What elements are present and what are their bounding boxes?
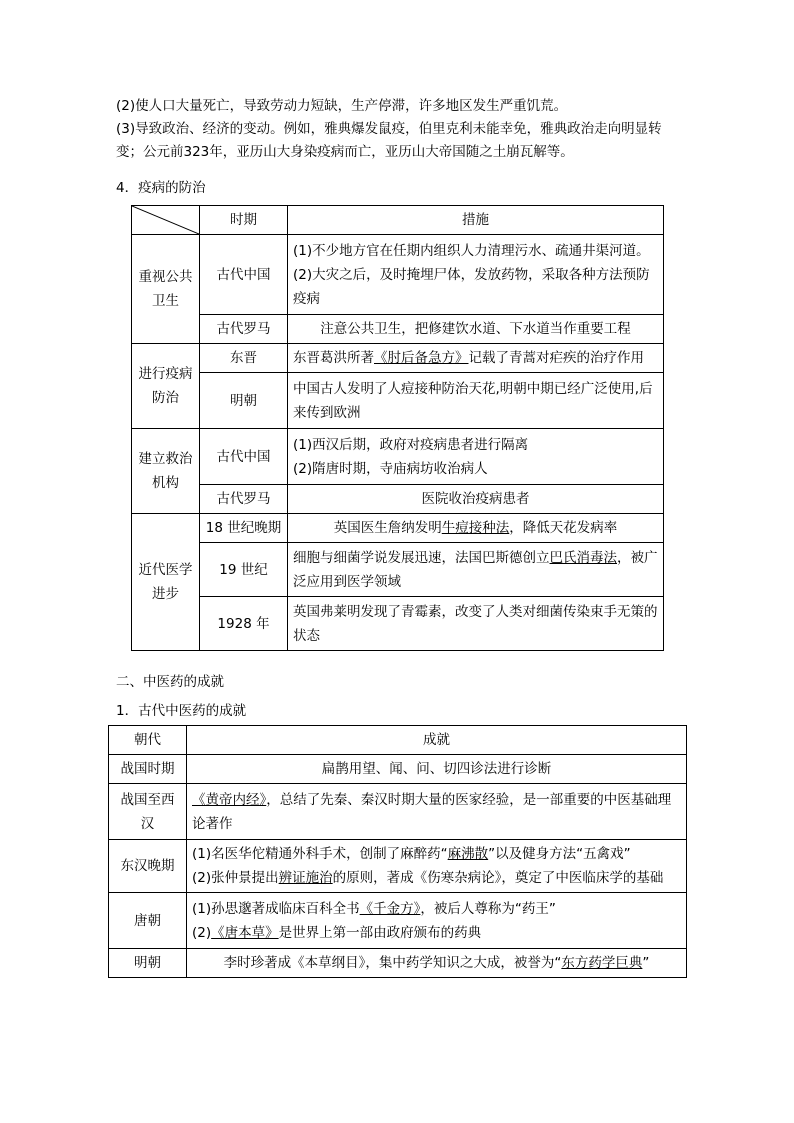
achievement-text: ，被后人尊称为“药王” [420,900,556,917]
measure-text: 细胞与细菌学说发展迅速，法国巴斯德创立 [293,549,550,566]
measure-text: ，降低天花发病率 [509,520,618,536]
measure-line: (2)大灾之后，及时掩埋尸体，发放药物，采取各种方法预防疫病 [293,266,650,307]
category-cell: 建立救治机构 [132,429,200,514]
achievement-text: (2) [192,924,212,941]
category-cell: 进行疫病防治 [132,344,200,429]
achievement-line [192,842,681,866]
diagonal-header-cell [132,206,200,235]
period-cell: 东晋 [200,344,288,373]
category-cell: 近代医学进步 [132,514,200,651]
dynasty-cell: 战国时期 [109,755,187,784]
period-cell: 古代中国 [200,429,288,485]
period-cell: 古代中国 [200,235,288,315]
achievement-cell [187,893,687,949]
achievement-cell [187,949,687,978]
period-cell: 1928 年 [200,597,288,651]
measure-line: (2)隋唐时期，寺庙病坊收治病人 [293,460,488,477]
period-cell: 18 世纪晚期 [200,514,288,543]
achievement-cell: 扁鹊用望、闻、问、切四诊法进行诊断 [187,755,687,784]
section-2-heading: 二、中医药的成就 [116,674,224,690]
measures-cell [288,514,664,543]
achievement-line [192,866,681,890]
key-term: 《唐本草》 [211,924,279,941]
achievement-text: (2)张仲景提出 [192,870,279,886]
achievement-text: (1)名医华佗精通外科手术，创制了麻醉药“ [192,846,448,862]
achievement-cell [187,840,687,893]
period-cell: 明朝 [200,373,288,429]
dynasty-cell: 战国至西汉 [109,784,187,840]
key-term: 辨证施治 [278,870,333,886]
dynasty-cell: 唐朝 [109,893,187,949]
category-cell: 重视公共卫生 [132,235,200,344]
measure-line: (1)西汉后期，政府对疫病患者进行隔离 [293,436,529,453]
header-period: 时期 [200,206,288,235]
measures-cell: 注意公共卫生，把修建饮水道、下水道当作重要工程 [288,315,664,344]
subsection-1-heading: 1．古代中医药的成就 [116,703,247,719]
book-title: 《肘后备急方》 [374,350,469,366]
header-dynasty: 朝代 [109,726,187,755]
key-term: 《千金方》 [359,900,421,917]
measure-text: 英国医生詹纳发明 [333,520,442,536]
key-term: 牛痘接种法 [441,520,510,536]
achievement-cell [187,784,687,840]
measures-cell [288,344,664,373]
measures-cell [288,235,664,315]
measures-cell: 医院收治疫病患者 [288,485,664,514]
key-term: 巴氏消毒法 [549,549,617,566]
tcm-achievements-table [108,725,687,978]
dynasty-cell: 明朝 [109,949,187,978]
achievement-text: (1)孙思邈著成临床百科全书 [192,900,360,917]
section-4-heading: 4．疫病的防治 [116,180,206,196]
measure-text: ，被广泛应用到医学领域 [293,549,658,590]
measures-cell: 中国古人发明了人痘接种防治天花,明朝中期已经广泛使用,后来传到欧洲 [288,373,664,429]
paragraph-2: (2)使人口大量死亡，导致劳动力短缺，生产停滞，许多地区发生严重饥荒。 [116,98,568,114]
measure-text: 记载了青蒿对疟疾的治疗作用 [468,350,644,366]
measure-text: 东晋葛洪所著 [293,350,374,366]
measures-cell [288,543,664,597]
measure-line: (1)不少地方官在任期内组织人力清理污水、疏通井渠河道。 [293,242,650,259]
achievement-text: 的原则，著成《伤寒杂病论》，奠定了中医临床学的基础 [332,870,664,886]
key-term: 麻沸散 [447,846,489,862]
measures-cell: 英国弗莱明发现了青霉素，改变了人类对细菌传染束手无策的状态 [288,597,664,651]
epidemic-prevention-table [131,205,664,651]
period-cell: 古代罗马 [200,485,288,514]
book-title: 《黄帝内经》 [192,791,267,808]
key-term: 东方药学巨典 [561,955,643,971]
achievement-text: ，总结了先秦、秦汉时期大量的医家经验，是一部重要的中医基础理论著作 [192,791,672,832]
period-cell: 19 世纪 [200,543,288,597]
measures-cell [288,429,664,485]
achievement-text: ” [642,955,650,971]
paragraph-3: (3)导致政治、经济的变动。例如，雅典爆发鼠疫，伯里克利未能幸免，雅典政治走向明显转变；公元前323年，亚历山大身染疫病而亡，亚历山大帝国随之土崩瓦解等。 [116,121,662,160]
achievement-line [192,921,681,945]
dynasty-cell: 东汉晚期 [109,840,187,893]
achievement-line [192,897,681,921]
achievement-text: 李时珍著成《本草纲目》，集中药学知识之大成，被誉为“ [223,955,562,971]
achievement-text: 是世界上第一部由政府颁布的药典 [278,924,482,941]
header-achievement: 成就 [187,726,687,755]
achievement-text: ”以及健身方法“五禽戏” [488,846,631,862]
header-measures: 措施 [288,206,664,235]
period-cell: 古代罗马 [200,315,288,344]
